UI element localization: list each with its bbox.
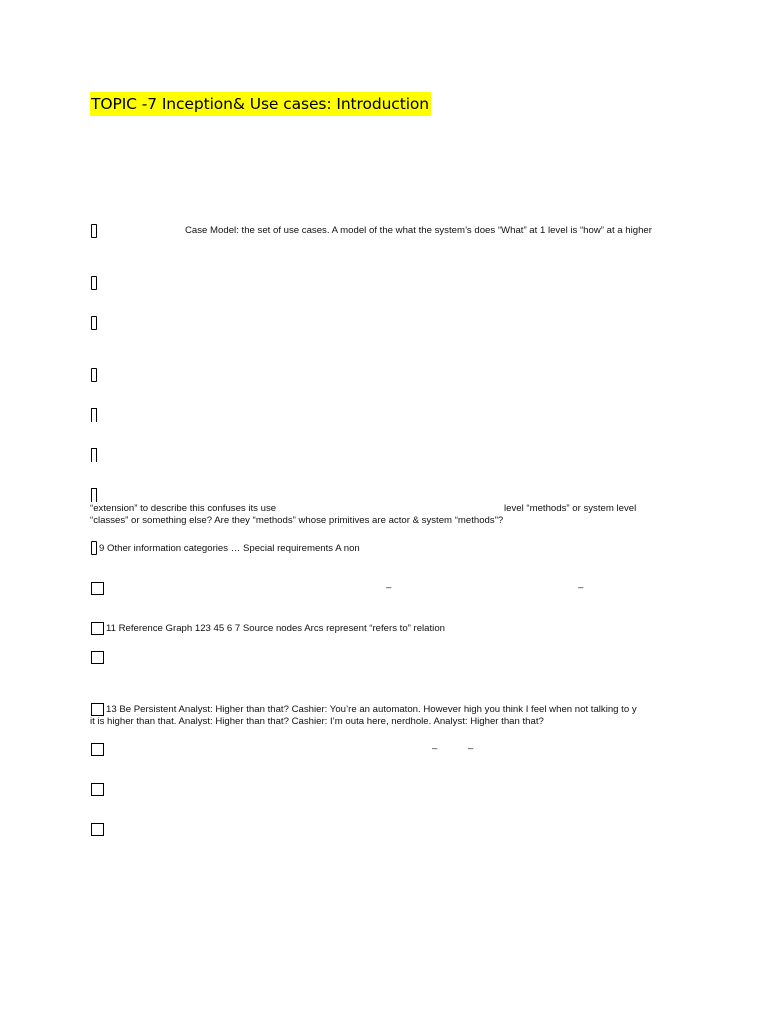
classes-line: “classes” or something else? Are they “methods” whose primitives are actor & system “methods”?	[90, 515, 504, 526]
box-bullet	[91, 743, 104, 756]
box-bullet	[91, 651, 104, 664]
bullet-glyph	[91, 316, 97, 330]
item-13-continuation: it is higher than that. Analyst: Higher than that? Cashier: I’m outa here, nerdhole. Analyst: Higher than that?	[90, 716, 544, 727]
extension-line: “extension” to describe this confuses its use	[90, 503, 277, 514]
item-9-line: 9 Other information categories … Special requirements A non	[99, 543, 360, 554]
bullet-glyph	[91, 224, 97, 238]
item-13-line: 13 Be Persistent Analyst: Higher than that? Cashier: You’re an automaton. However high you think I feel when not talking to y	[106, 704, 637, 715]
bullet-glyph	[91, 488, 97, 502]
dash-mark: –	[386, 582, 392, 593]
extension-line-right: level “methods” or system level	[504, 503, 637, 514]
box-bullet	[91, 703, 104, 716]
bullet-glyph	[91, 408, 97, 422]
dash-mark: –	[468, 743, 474, 754]
box-bullet	[91, 582, 104, 595]
bullet-glyph	[91, 541, 97, 555]
box-bullet	[91, 823, 104, 836]
item-11-line: 11 Reference Graph 123 45 6 7 Source nodes Arcs represent “refers to” relation	[106, 623, 445, 634]
bullet-glyph	[91, 368, 97, 382]
bullet-glyph	[91, 448, 97, 462]
dash-mark: –	[432, 743, 438, 754]
case-model-line: Case Model: the set of use cases. A model of the what the system’s does “What” at 1 level is “how” at a higher	[185, 225, 652, 236]
dash-mark: –	[578, 582, 584, 593]
bullet-glyph	[91, 276, 97, 290]
box-bullet	[91, 783, 104, 796]
page-title: TOPIC -7 Inception& Use cases: Introduction	[90, 92, 431, 116]
box-bullet	[91, 622, 104, 635]
